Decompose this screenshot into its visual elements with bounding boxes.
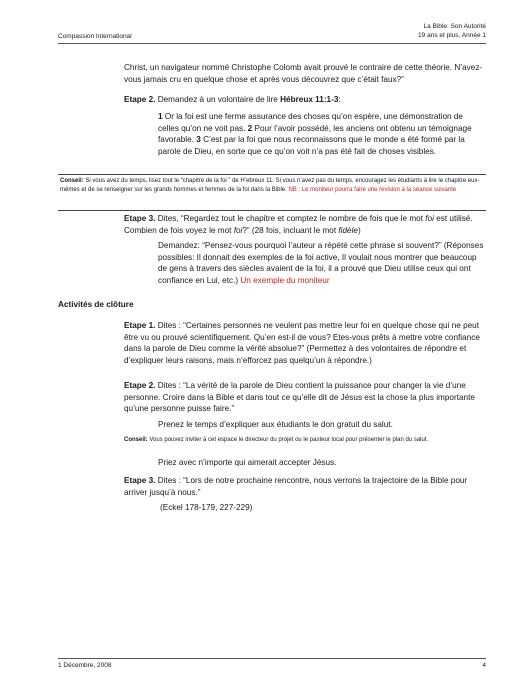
- closing-step1-text: Dites : “Certaines personnes ne veulent pas mettre leur foi en quelque chose qui ne peut être vu ou prouvé scientifiquement. Qu’en est-il de vous? Etes-vous prêts à mettre votre confiance dans la parole de Dieu comme la vérité absolue?” (Permettez à des volontaires de répondre et d’expliquer leurs raisons, mais n’efforcez pas quelqu’un à répondre.): [124, 321, 480, 365]
- tip-paragraph: [60, 177, 486, 195]
- closing-step3-label: Etape 3.: [124, 476, 156, 485]
- page-number: 4: [482, 662, 486, 669]
- header-audience: 19 ans et plus, Année 1: [418, 32, 486, 39]
- step2-reference: Hébreux 11:1-3: [280, 95, 339, 104]
- verse-1-number: 1: [158, 112, 163, 121]
- closing-step1-label: Etape 1.: [124, 321, 156, 330]
- citation: (Eckel 178-179, 227-229): [160, 503, 253, 512]
- step3-text-d: ): [357, 225, 361, 235]
- verse-2-number: 2: [247, 123, 253, 133]
- closing-step2: [124, 380, 486, 415]
- ask-text: Demandez: “Pensez-vous pourquoi l’auteur a répété cette phrase si souvent?” (Réponses possibles: Il donnait des exemples de la foi active, Il voulait nous montrer que beaucoup de gens à travers des siècles avaient de la foi, il a prouvé que Dieu utilise ceux qui ont confiance en Lui, etc.): [158, 241, 484, 285]
- step3-text-b: est utilisé. Combien de fois voyez le mot: [124, 214, 473, 235]
- header-organization: Compassion International: [58, 33, 132, 40]
- verse-2-text: Pour l’avoir possédé, les anciens ont obtenu un témoignage favorable.: [158, 123, 472, 145]
- closing-step1: [124, 320, 486, 366]
- step2-text: Demandez à un volontaire de lire: [157, 95, 278, 104]
- step3-word-foi-2: foi: [233, 225, 243, 235]
- closing-step2-text: Dites : “La vérité de la parole de Dieu contient la puissance pour changer la vie d’une personne. Croire dans la Bible et dans tout ce qu’elle dit de Jésus est la chose la plus importante qu’une personne puisse faire.”: [124, 381, 475, 414]
- closing-step2-label: Etape 2.: [124, 381, 156, 390]
- step3-paragraph: [124, 213, 486, 236]
- closing-step2-followup: Prenez le temps d’expliquer aux étudiants le don gratuit du salut.: [158, 420, 393, 429]
- closing-tip-text: Vous pouvez inviter à cet espace le directeur du projet ou le pasteur local pour présenter le plan du salut.: [149, 437, 429, 443]
- closing-step3: [124, 475, 486, 498]
- step3-text-a: Dites, “Regardez tout le chapitre et comptez le nombre de fois que le mot: [157, 214, 424, 223]
- closing-heading: Activités de clôture: [58, 300, 134, 309]
- closing-step3-text: Dites : “Lors de notre prochaine rencontre, nous verrons la trajectoire de la Bible pour arriver jusqu’à nous.”: [124, 476, 468, 497]
- intro-paragraph: Christ, un navigateur nommé Christophe Colomb avait prouvé le contraire de cette théorie. N’avez-vous jamais cru en quelque chose et après vous découvrez que c’était faux?”: [124, 63, 483, 84]
- header-title-block: [418, 22, 486, 40]
- header-rule: [58, 43, 486, 44]
- tip-note: NB : Le moniteur pourra faire une revision à la séance suivante: [288, 187, 457, 193]
- step2-label: Etape 2.: [124, 95, 156, 104]
- scripture-passage: [158, 111, 484, 157]
- step3-word-fidele: fidèle: [338, 225, 358, 235]
- step3-label: Etape 3.: [124, 214, 156, 223]
- ask-paragraph: [158, 240, 484, 286]
- verse-3-text: C’est par la foi que nous reconnaissons que le monde a été formé par la parole de Dieu, en sorte que ce qu’on voit n’a pas été fait de choses visibles.: [158, 135, 465, 156]
- step3-word-foi: foi: [425, 214, 434, 223]
- footer-date: 1 Décembre, 2008: [58, 662, 112, 669]
- closing-tip-label: Conseil:: [124, 437, 148, 443]
- step3-text-c: ?” (28 fois, incluant le mot: [242, 225, 337, 235]
- verse-1-text: Or la foi est une ferme assurance des choses qu’on espère, une démonstration de celles qu’on ne voit pas.: [158, 112, 463, 133]
- step2-paragraph: [124, 94, 486, 106]
- footer-rule: [58, 658, 486, 659]
- tip-label: Conseil:: [60, 178, 84, 184]
- closing-tip: [124, 436, 486, 445]
- pray-line: Priez avec n’importe qui aimerait accepter Jésus.: [158, 458, 337, 467]
- verse-3-number: 3: [196, 135, 201, 145]
- ask-note: Un exemple du moniteur: [240, 275, 330, 285]
- header-title: La Bible: Son Autorité: [423, 23, 486, 30]
- step2-reference-suffix: :: [338, 95, 341, 104]
- tip-text: Si vous avez du temps, lisez tout le “chapitre de la foi ” de H’ebreux 11. Si vous n’avez pas du temps, encouragez les étudiants à lire le chapitre eux-mêmes et de se renseigner sur les grands hommes et femmes de la foi dans la Bible.: [60, 178, 480, 193]
